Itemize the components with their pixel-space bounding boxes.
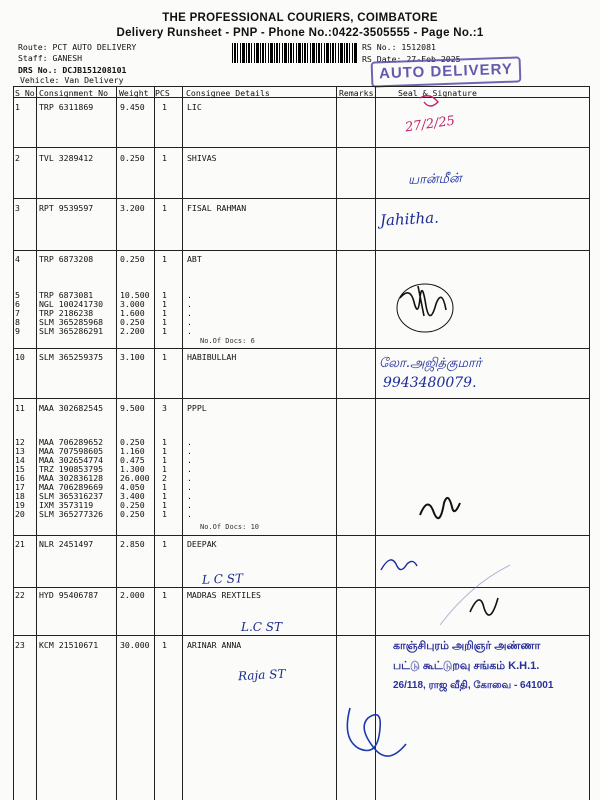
row-weight: 0.250: [120, 254, 145, 264]
signature-name: லோ.அஜித்குமார்: [379, 356, 482, 371]
drs-label: DRS No.:: [18, 65, 58, 75]
row-consignment: SLM 365286291: [39, 326, 104, 336]
row-consignment: HYD 95406787: [39, 590, 99, 600]
row-consignment: TRP 6873081: [39, 290, 94, 300]
row-sno: 19: [15, 500, 25, 510]
row-sno: 12: [15, 437, 25, 447]
row-consignment: KCM 21510671: [39, 640, 99, 650]
row-consignment: SLM 365316237: [39, 491, 104, 501]
row-consignment: TRZ 190853795: [39, 464, 104, 474]
seal-line: காஞ்சிபுரம் அறிஞர் அண்ணா: [393, 640, 541, 652]
row-pcs: 1: [162, 254, 167, 264]
row-weight: 9.500: [120, 403, 145, 413]
row-consignment: TRP 2186238: [39, 308, 94, 318]
row-sno: 9: [15, 326, 20, 336]
row-weight: 0.250: [120, 317, 145, 327]
row-consignment: TRP 6873208: [39, 254, 94, 264]
row-consignee: .: [187, 473, 192, 483]
rs-date: RS Date: 27-Feb-2025: [362, 54, 461, 64]
row-pcs: 1: [162, 590, 167, 600]
signature-phone: 9943480079.: [383, 375, 477, 391]
row-consignee: FISAL RAHMAN: [187, 203, 247, 213]
row-pcs: 1: [162, 446, 167, 456]
auto-delivery-stamp: AUTO DELIVERY: [371, 56, 522, 87]
row-weight: 3.200: [120, 203, 145, 213]
row-weight: 1.160: [120, 446, 145, 456]
row-pcs: 1: [162, 326, 167, 336]
handwritten-note: L.C ST: [241, 620, 283, 634]
row-weight: 0.250: [120, 153, 145, 163]
row-consignee: .: [187, 455, 192, 465]
row-sno: 2: [15, 153, 20, 163]
row-weight: 26.000: [120, 473, 150, 483]
row-pcs: 1: [162, 464, 167, 474]
row-consignment: SLM 365285968: [39, 317, 104, 327]
company-title: THE PROFESSIONAL COURIERS, COIMBATORE: [162, 12, 438, 24]
signature-jahitha: Jahitha.: [379, 208, 440, 230]
row-weight: 2.200: [120, 326, 145, 336]
row-sno: 6: [15, 299, 20, 309]
row-consignee: DEEPAK: [187, 539, 217, 549]
row-consignee: .: [187, 500, 192, 510]
col-sno: S No: [15, 88, 35, 98]
row-consignment: MAA 706289652: [39, 437, 104, 447]
row-weight: 10.500: [120, 290, 150, 300]
row-sno: 10: [15, 352, 25, 362]
row-consignment: TRP 6311869: [39, 102, 94, 112]
row-weight: 0.250: [120, 509, 145, 519]
row-sno: 13: [15, 446, 25, 456]
row-sno: 23: [15, 640, 25, 650]
row-weight: 0.475: [120, 455, 145, 465]
row-sno: 5: [15, 290, 20, 300]
row-consignee: .: [187, 290, 192, 300]
row-sno: 15: [15, 464, 25, 474]
row-consignee: .: [187, 509, 192, 519]
row-pcs: 1: [162, 203, 167, 213]
row-pcs: 1: [162, 317, 167, 327]
row-consignment: MAA 302682545: [39, 403, 104, 413]
col-seal: Seal & Signature: [398, 88, 477, 98]
handwritten-note: L C ST: [201, 571, 244, 587]
row-pcs: 3: [162, 403, 167, 413]
row-weight: 30.000: [120, 640, 150, 650]
signature-tamil: யான்மீன்: [407, 171, 462, 188]
row-consignment: TVL 3289412: [39, 153, 94, 163]
row-weight: 0.250: [120, 437, 145, 447]
row-pcs: 1: [162, 153, 167, 163]
row-weight: 3.000: [120, 299, 145, 309]
row-consignment: MAA 302836128: [39, 473, 104, 483]
signature-date: 27/2/25: [404, 113, 456, 136]
row-sno: 20: [15, 509, 25, 519]
row-consignee: .: [187, 437, 192, 447]
row-consignee: .: [187, 464, 192, 474]
row-weight: 1.300: [120, 464, 145, 474]
row-pcs: 1: [162, 500, 167, 510]
row-consignee: HABIBULLAH: [187, 352, 237, 362]
row-consignment: RPT 9539597: [39, 203, 94, 213]
col-consignee: Consignee Details: [186, 88, 270, 98]
row-consignment: SLM 365277326: [39, 509, 104, 519]
row-consignment: MAA 302654774: [39, 455, 104, 465]
row-pcs: 1: [162, 352, 167, 362]
row-consignee: ARINAR ANNA: [187, 640, 242, 650]
row-pcs: 1: [162, 640, 167, 650]
row-consignment: MAA 707598605: [39, 446, 104, 456]
row-consignee: SHIVAS: [187, 153, 217, 163]
row-sno: 1: [15, 102, 20, 112]
docs-count: No.Of Docs: 6: [200, 337, 255, 345]
route-text: Route: PCT AUTO DELIVERY: [18, 42, 137, 52]
row-sno: 3: [15, 203, 20, 213]
row-pcs: 1: [162, 290, 167, 300]
row-pcs: 1: [162, 455, 167, 465]
row-pcs: 1: [162, 437, 167, 447]
row-weight: 3.100: [120, 352, 145, 362]
staff-value: GANESH: [52, 53, 83, 63]
col-remarks: Remarks: [339, 88, 374, 98]
row-pcs: 1: [162, 539, 167, 549]
docs-count: No.Of Docs: 10: [200, 523, 260, 531]
row-consignee: .: [187, 317, 192, 327]
row-consignee: MADRAS REXTILES: [187, 590, 261, 600]
row-consignment: SLM 365259375: [39, 352, 104, 362]
row-consignee: .: [187, 491, 192, 501]
row-sno: 22: [15, 590, 25, 600]
row-weight: 9.450: [120, 102, 145, 112]
vehicle-text: Vehicle: Van Delivery: [20, 75, 124, 85]
row-weight: 3.400: [120, 491, 145, 501]
runsheet-subtitle: Delivery Runsheet - PNP - Phone No.:0422-3505555 - Page No.:1: [116, 27, 484, 39]
row-consignee: PPPL: [187, 403, 207, 413]
row-weight: 1.600: [120, 308, 145, 318]
row-pcs: 1: [162, 509, 167, 519]
staff-label: Staff:: [18, 53, 48, 63]
row-consignment: NLR 2451497: [39, 539, 94, 549]
rs-number: RS No.: 1512081: [362, 42, 436, 52]
row-sno: 7: [15, 308, 20, 318]
drs-value: DCJB151208101: [62, 65, 127, 75]
row-consignment: IXM 3573119: [39, 500, 94, 510]
row-consignee: .: [187, 308, 192, 318]
row-pcs: 1: [162, 491, 167, 501]
row-sno: 8: [15, 317, 20, 327]
row-sno: 11: [15, 403, 25, 413]
society-seal: [393, 640, 589, 692]
row-pcs: 1: [162, 308, 167, 318]
row-pcs: 1: [162, 299, 167, 309]
row-weight: 2.850: [120, 539, 145, 549]
row-pcs: 2: [162, 473, 167, 483]
row-weight: 4.050: [120, 482, 145, 492]
seal-line: 26/118, ராஜ வீதி, கோவை - 641001: [393, 680, 554, 691]
row-weight: 2.000: [120, 590, 145, 600]
row-weight: 0.250: [120, 500, 145, 510]
row-sno: 14: [15, 455, 25, 465]
handwritten-note: Raja ST: [237, 666, 286, 684]
row-sno: 16: [15, 473, 25, 483]
col-weight: Weight: [119, 88, 149, 98]
row-consignment: MAA 706289669: [39, 482, 104, 492]
row-sno: 18: [15, 491, 25, 501]
row-pcs: 1: [162, 102, 167, 112]
row-sno: 4: [15, 254, 20, 264]
row-pcs: 1: [162, 482, 167, 492]
seal-line: பட்டு கூட்டுறவு சங்கம் K.H.1.: [393, 660, 540, 672]
row-sno: 21: [15, 539, 25, 549]
row-consignee: .: [187, 446, 192, 456]
row-consignee: LIC: [187, 102, 202, 112]
row-consignee: .: [187, 482, 192, 492]
col-pcs: PCS: [155, 88, 170, 98]
row-consignee: .: [187, 326, 192, 336]
row-sno: 17: [15, 482, 25, 492]
col-consignment: Consignment No: [39, 88, 109, 98]
row-consignee: .: [187, 299, 192, 309]
row-consignee: ABT: [187, 254, 202, 264]
row-consignment: NGL 100241730: [39, 299, 104, 309]
